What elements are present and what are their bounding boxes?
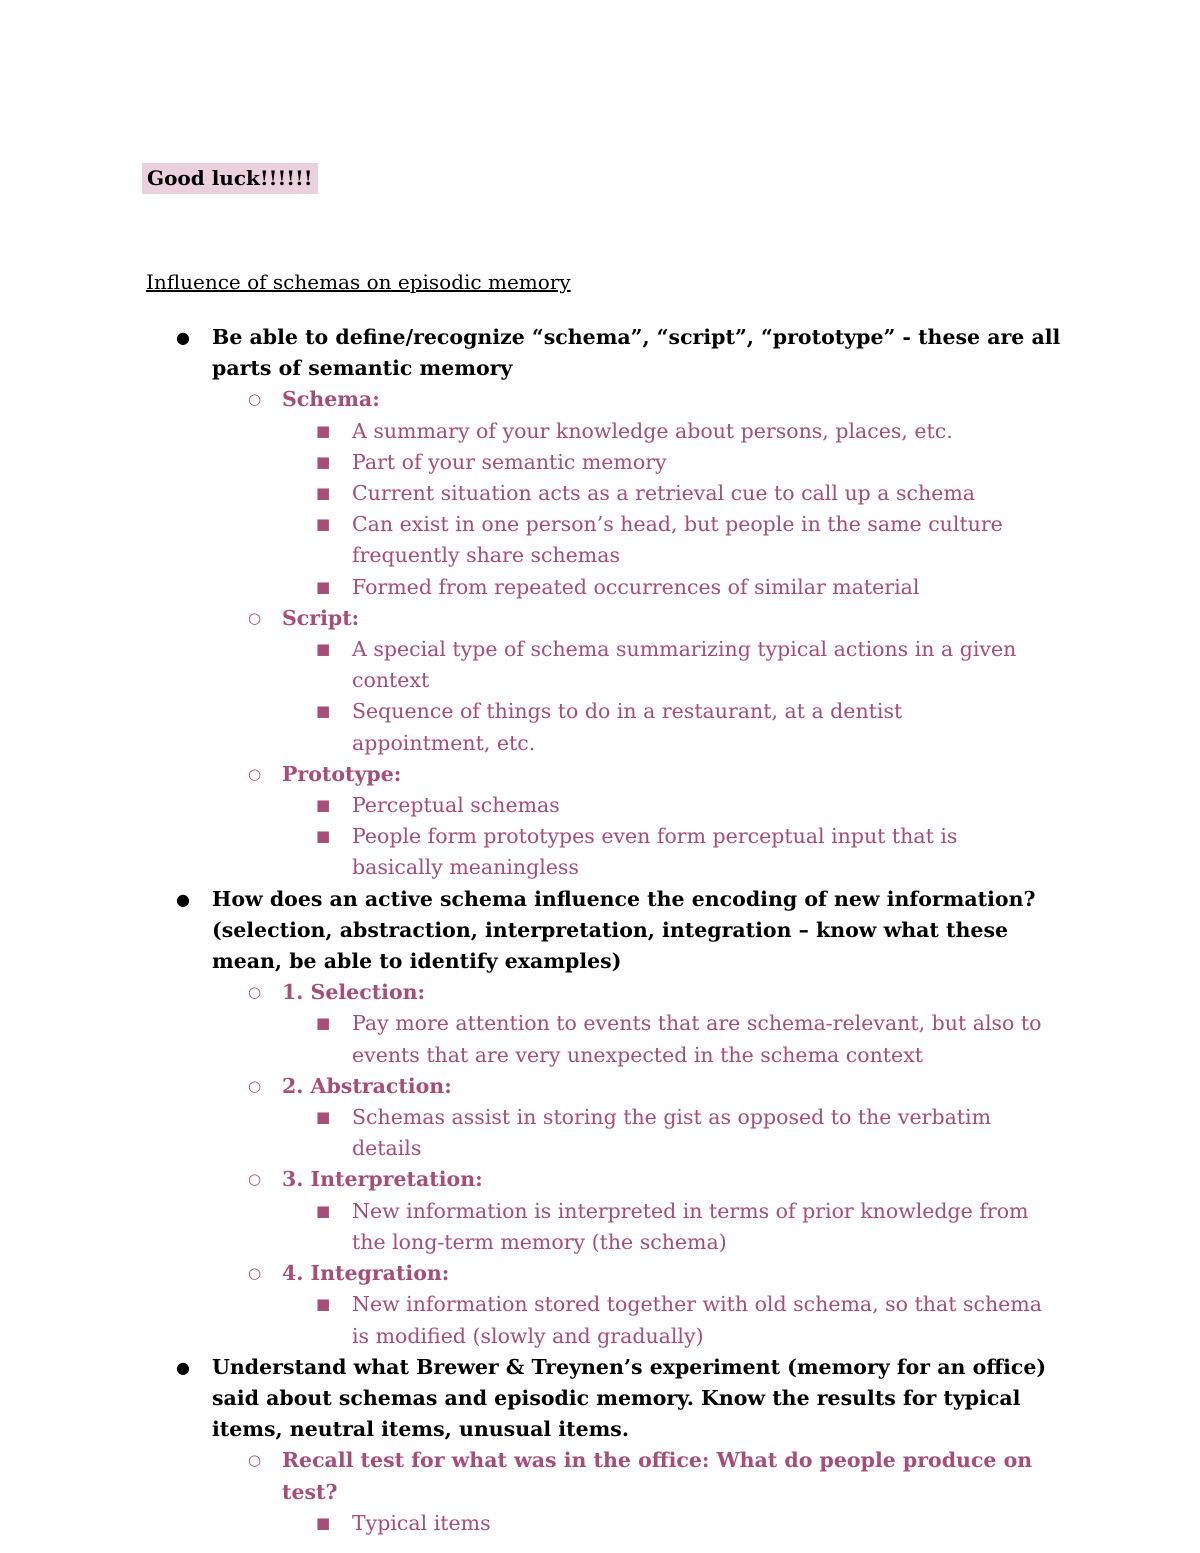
hollow-circle-bullet-icon: ○ bbox=[248, 1264, 262, 1283]
square-bullet-icon: ■ bbox=[316, 702, 331, 721]
square-bullet-icon: ■ bbox=[316, 1014, 331, 1033]
detail-item bbox=[316, 790, 1042, 821]
detail-text: Schemas assist in storing the gist as opposed to the verbatim details bbox=[352, 1105, 992, 1161]
square-bullet-icon: ■ bbox=[316, 1108, 331, 1127]
notes-outline bbox=[0, 322, 1200, 1539]
question-text: Understand what Brewer & Treynen’s experiment (memory for an office) said about schemas and episodic memory. Know the results for typical items, neutral items, unusual items. bbox=[212, 1354, 1047, 1442]
hollow-circle-bullet-icon: ○ bbox=[248, 1451, 262, 1470]
hollow-circle-bullet-icon: ○ bbox=[248, 390, 262, 409]
detail-item bbox=[316, 1102, 1042, 1164]
square-bullet-icon: ■ bbox=[316, 515, 331, 534]
detail-item bbox=[316, 696, 1042, 758]
detail-item bbox=[316, 478, 1042, 509]
hollow-circle-bullet-icon: ○ bbox=[248, 1170, 262, 1189]
detail-text: Typical items bbox=[352, 1510, 491, 1535]
subtopic-item bbox=[248, 603, 1062, 634]
detail-text: Formed from repeated occurrences of similar material bbox=[352, 574, 920, 599]
square-bullet-icon: ■ bbox=[316, 1201, 331, 1220]
detail-item bbox=[316, 572, 1042, 603]
detail-text: People form prototypes even form perceptual input that is basically meaningless bbox=[352, 824, 958, 880]
square-bullet-icon: ■ bbox=[316, 421, 331, 440]
detail-text: New information is interpreted in terms of prior knowledge from the long-term memory (the schema) bbox=[352, 1198, 1029, 1254]
detail-text: A special type of schema summarizing typical actions in a given context bbox=[352, 637, 1017, 693]
detail-item bbox=[316, 447, 1042, 478]
hollow-circle-bullet-icon: ○ bbox=[248, 983, 262, 1002]
detail-text: Perceptual schemas bbox=[352, 793, 560, 818]
square-bullet-icon: ■ bbox=[316, 796, 331, 815]
hollow-circle-bullet-icon: ○ bbox=[248, 764, 262, 783]
subtopic-item bbox=[248, 1258, 1062, 1289]
question-item bbox=[176, 884, 1062, 978]
filled-circle-bullet-icon: ● bbox=[176, 889, 190, 909]
subtopic-label: Prototype: bbox=[282, 761, 402, 786]
subtopic-label: 4. Integration: bbox=[282, 1261, 450, 1286]
detail-text: New information stored together with old schema, so that schema is modified (slowly and gradually) bbox=[352, 1292, 1042, 1348]
subtopic-item bbox=[248, 384, 1062, 415]
detail-item bbox=[316, 1196, 1042, 1258]
subtopic-label: Script: bbox=[282, 605, 360, 630]
detail-item bbox=[316, 509, 1042, 571]
question-item bbox=[176, 1352, 1062, 1446]
subtopic-label: Schema: bbox=[282, 387, 380, 412]
hollow-circle-bullet-icon: ○ bbox=[248, 1076, 262, 1095]
question-text: Be able to define/recognize “schema”, “script”, “prototype” - these are all parts of semantic memory bbox=[212, 325, 1061, 381]
subtopic-label: Recall test for what was in the office: What do people produce on test? bbox=[282, 1448, 1033, 1504]
detail-item bbox=[316, 1508, 1042, 1539]
subtopic-item bbox=[248, 1164, 1062, 1195]
square-bullet-icon: ■ bbox=[316, 452, 331, 471]
detail-text: Pay more attention to events that are schema-relevant, but also to events that are very unexpected in the schema context bbox=[352, 1011, 1042, 1067]
subtopic-item bbox=[248, 759, 1062, 790]
detail-text: Current situation acts as a retrieval cue to call up a schema bbox=[352, 481, 976, 506]
square-bullet-icon: ■ bbox=[316, 484, 331, 503]
detail-text: Part of your semantic memory bbox=[352, 449, 667, 474]
subtopic-item bbox=[248, 977, 1062, 1008]
subtopic-label: 3. Interpretation: bbox=[282, 1167, 483, 1192]
question-text: How does an active schema influence the encoding of new information? (selection, abstraction, interpretation, integration – know what these mean, be able to identify examples) bbox=[212, 886, 1036, 974]
square-bullet-icon: ■ bbox=[316, 827, 331, 846]
detail-text: Sequence of things to do in a restaurant, at a dentist appointment, etc. bbox=[352, 699, 903, 755]
subtopic-label: 1. Selection: bbox=[282, 980, 426, 1005]
square-bullet-icon: ■ bbox=[316, 640, 331, 659]
subtopic-item bbox=[248, 1071, 1062, 1102]
subtopic-label: 2. Abstraction: bbox=[282, 1073, 452, 1098]
detail-item bbox=[316, 1289, 1042, 1351]
section-heading: Influence of schemas on episodic memory bbox=[146, 270, 571, 294]
square-bullet-icon: ■ bbox=[316, 1513, 331, 1532]
detail-text: A summary of your knowledge about persons, places, etc. bbox=[352, 418, 953, 443]
detail-item bbox=[316, 1008, 1042, 1070]
square-bullet-icon: ■ bbox=[316, 1295, 331, 1314]
good-luck-highlight: Good luck!!!!!! bbox=[142, 163, 318, 194]
filled-circle-bullet-icon: ● bbox=[176, 1357, 190, 1377]
detail-item bbox=[316, 821, 1042, 883]
detail-item bbox=[316, 416, 1042, 447]
question-item bbox=[176, 322, 1062, 384]
subtopic-item bbox=[248, 1445, 1062, 1507]
detail-text: Can exist in one person’s head, but people in the same culture frequently share schemas bbox=[352, 512, 1003, 568]
hollow-circle-bullet-icon: ○ bbox=[248, 608, 262, 627]
detail-item bbox=[316, 634, 1042, 696]
filled-circle-bullet-icon: ● bbox=[176, 328, 190, 347]
square-bullet-icon: ■ bbox=[316, 577, 331, 596]
